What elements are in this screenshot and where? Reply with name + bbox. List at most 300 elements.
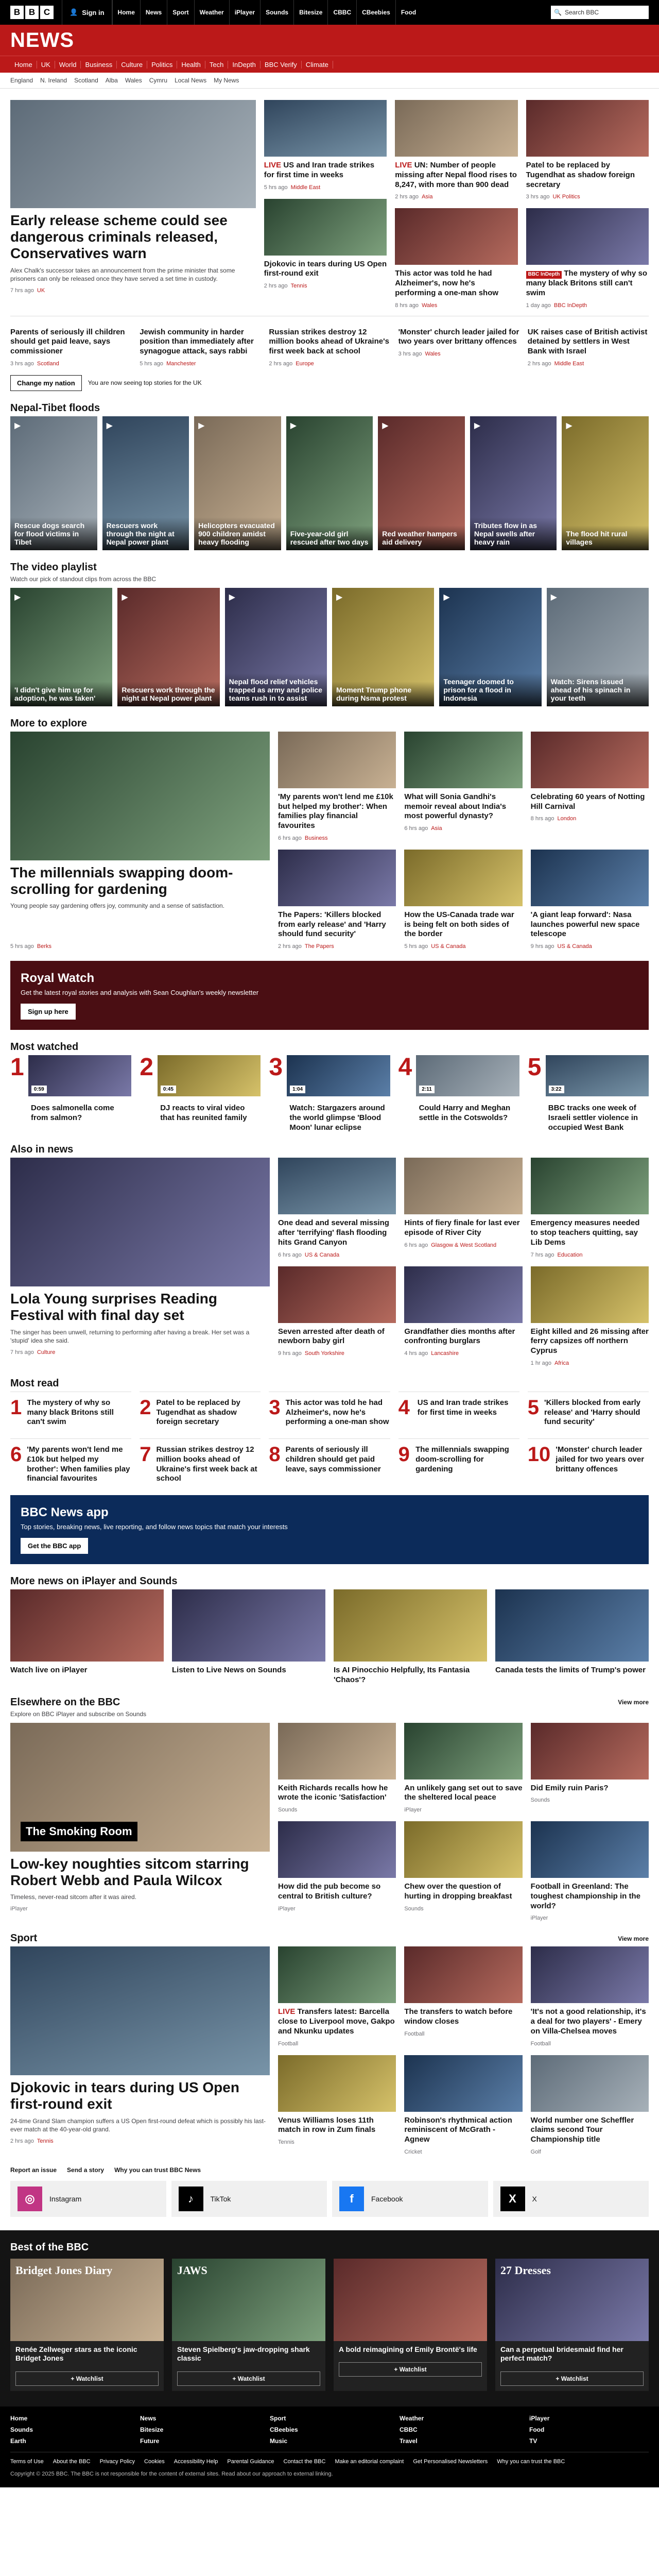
story-headline: US and Iran trade strikes for first time in weeks <box>417 1398 509 1417</box>
story-card[interactable] <box>404 732 522 841</box>
story-image <box>278 1158 396 1214</box>
global-nav-links <box>112 0 551 25</box>
section-nav-item[interactable]: Climate <box>302 61 333 69</box>
rank-number: 3 <box>269 1396 281 1419</box>
best-of-card[interactable] <box>334 2259 487 2391</box>
most-read-item[interactable] <box>140 1392 261 1427</box>
footer-link[interactable]: iPlayer <box>529 2414 550 2422</box>
story-headline: BBC tracks one week of Israeli settler violence in occupied West Bank <box>548 1104 638 1132</box>
video-card[interactable] <box>470 416 557 550</box>
rank-number: 7 <box>140 1443 151 1466</box>
global-nav <box>0 0 659 25</box>
story-card[interactable] <box>278 1266 396 1366</box>
social-link-instagram[interactable]: ◎ Instagram <box>10 2181 166 2217</box>
story-meta: 6 hrs ago Glasgow & West Scotland <box>404 1242 497 1248</box>
story-headline: One dead and several missing after 'terrifying' flash flooding hits Grand Canyon <box>278 1218 389 1247</box>
story-headline: Listen to Live News on Sounds <box>172 1666 286 1674</box>
sub-nav-item[interactable]: Cymru <box>149 77 168 84</box>
story-headline: UN: Number of people missing after Nepal flood rises to 8,247, with more than 900 dead <box>395 161 517 189</box>
rank-number: 3 <box>269 1054 283 1081</box>
story-headline: Steven Spielberg's jaw-dropping shark classic <box>177 2345 310 2363</box>
logo-letter: B <box>10 6 24 19</box>
video-caption: Rescuers work through the night at Nepal power plant <box>117 682 219 706</box>
footer-link[interactable]: Food <box>529 2426 545 2433</box>
legal-link[interactable]: Get Personalised Newsletters <box>413 2458 488 2465</box>
video-thumbnail <box>287 1055 390 1096</box>
video-duration: 0:45 <box>161 1086 176 1093</box>
footer-link[interactable]: CBeebies <box>270 2426 298 2433</box>
video-card[interactable] <box>10 416 97 550</box>
story-card[interactable] <box>404 850 522 950</box>
programme-image <box>334 1589 487 1662</box>
story-headline: Keith Richards recalls how he wrote the iconic 'Satisfaction' <box>278 1783 388 1802</box>
section-nav-item[interactable]: Home <box>10 61 37 69</box>
legal-link[interactable]: Terms of Use <box>10 2458 44 2465</box>
video-duration: 2:11 <box>419 1086 434 1093</box>
story-headline: Transfers latest: Barcella close to Liverpool move, Gakpo and Nkunku updates <box>278 2007 395 2036</box>
iplayer-card[interactable] <box>495 1589 649 1685</box>
programme-title-art: 27 Dresses <box>500 2263 551 2277</box>
most-watched <box>10 1030 649 1132</box>
story-tag: Glasgow & West Scotland <box>431 1242 497 1248</box>
story-card[interactable] <box>526 100 649 200</box>
programme-title-art: Bridget Jones Diary <box>15 2263 113 2277</box>
story-image <box>395 208 517 265</box>
sport-section <box>10 1921 649 2155</box>
story-card[interactable] <box>278 1158 396 1258</box>
story-meta: 2 hrs ago Europe <box>269 360 314 367</box>
story-headline: Djokovic in tears during US Open first-round exit <box>264 259 387 278</box>
legal-link[interactable]: Privacy Policy <box>99 2458 135 2465</box>
section-nav-item[interactable]: Politics <box>147 61 177 69</box>
rank-number: 1 <box>10 1054 24 1081</box>
story-meta: iPlayer <box>278 1905 296 1912</box>
story-image <box>531 1723 649 1780</box>
story-meta: 2 hrs ago Asia <box>395 194 433 200</box>
story-card[interactable] <box>395 100 517 200</box>
story-tag: US & Canada <box>431 943 466 950</box>
story-image <box>278 850 396 906</box>
play-icon: ▶ <box>290 421 297 430</box>
programme-image <box>172 1589 325 1662</box>
story-image <box>395 100 517 157</box>
footer-link[interactable]: Earth <box>10 2437 26 2445</box>
story-card[interactable] <box>278 1723 396 1814</box>
story-card[interactable] <box>531 850 649 950</box>
best-of-card[interactable] <box>495 2259 649 2391</box>
section-heading: Elsewhere on the BBC <box>10 1696 120 1708</box>
sub-nav-item[interactable]: N. Ireland <box>40 77 67 84</box>
show-title-card: The Smoking Room <box>21 1822 137 1841</box>
global-nav-item[interactable]: Bitesize <box>293 0 327 25</box>
footer-link[interactable]: Home <box>10 2414 28 2422</box>
sub-nav-item[interactable]: Alba <box>105 77 118 84</box>
video-card[interactable] <box>286 416 373 550</box>
iplayer-card[interactable] <box>10 1589 164 1685</box>
programme-image <box>334 2259 487 2341</box>
global-nav-item[interactable]: Sport <box>167 0 194 25</box>
story-tag: Manchester <box>166 360 196 367</box>
most-read-item[interactable] <box>398 1438 519 1484</box>
story-headline: 'My parents won't lend me £10k but helped my brother': When families play financial favourites <box>27 1445 130 1483</box>
most-read-item[interactable] <box>528 1392 649 1427</box>
story-card[interactable] <box>531 2055 649 2155</box>
story-headline: A bold reimagining of Emily Brontë's life <box>339 2345 477 2353</box>
social-link-facebook[interactable]: f Facebook <box>332 2181 488 2217</box>
iplayer-card[interactable] <box>334 1589 487 1685</box>
global-nav-item[interactable]: CBBC <box>327 0 356 25</box>
live-badge: LIVE <box>395 161 412 170</box>
section-heading: The video playlist <box>10 561 97 573</box>
video-card[interactable] <box>117 588 219 706</box>
story-card[interactable] <box>10 324 131 367</box>
newsletter-signup-button[interactable]: Sign up here <box>21 1004 76 1020</box>
most-watched-item[interactable] <box>10 1055 131 1132</box>
story-headline: Watch live on iPlayer <box>10 1666 88 1674</box>
iplayer-sounds <box>10 1564 649 1685</box>
story-meta: Football <box>278 2040 299 2047</box>
legal-link[interactable]: Parental Guidance <box>227 2458 274 2465</box>
story-headline: Is AI Pinocchio Helpfully, Its Fantasia 'Chaos'? <box>334 1666 470 1684</box>
story-meta: iPlayer <box>404 1807 422 1813</box>
story-headline: 'It's not a good relationship, it's a deal for two players' - Emery on Villa-Chelsea moves <box>530 2007 646 2036</box>
story-headline: The transfers to watch before window closes <box>404 2007 513 2026</box>
bbc-logo[interactable] <box>10 6 54 19</box>
story-tag: Asia <box>431 825 442 832</box>
story-card[interactable] <box>278 732 396 841</box>
video-thumbnail <box>546 1055 649 1096</box>
user-icon: 👤 <box>70 8 78 16</box>
story-meta: 1 hr ago Africa <box>530 1360 569 1366</box>
play-icon: ▶ <box>443 592 450 602</box>
video-thumbnail <box>10 416 97 550</box>
play-icon: ▶ <box>106 421 113 430</box>
story-card[interactable] <box>404 1821 522 1921</box>
story-meta: 2 hrs ago The Papers <box>278 943 334 950</box>
global-nav-item[interactable]: CBeebies <box>356 0 395 25</box>
legal-link[interactable]: Make an editorial complaint <box>335 2458 404 2465</box>
section-heading: Best of the BBC <box>10 2241 89 2253</box>
video-caption: Tributes flow in as Nepal swells after heavy rain <box>470 517 557 550</box>
global-nav-item[interactable]: Weather <box>194 0 229 25</box>
story-image <box>531 1158 649 1214</box>
story-meta: Football <box>530 2040 551 2047</box>
sub-nav-item[interactable]: My News <box>214 77 239 84</box>
section-nav-item[interactable]: Culture <box>117 61 147 69</box>
report-link[interactable]: Send a story <box>67 2166 105 2174</box>
section-nav-item[interactable]: World <box>55 61 81 69</box>
story-headline: Patel to be replaced by Tugendhat as shadow foreign secretary <box>156 1398 240 1427</box>
most-read-item[interactable] <box>398 1392 519 1427</box>
story-card[interactable] <box>528 324 649 367</box>
programme-image <box>172 2259 325 2341</box>
story-headline: Renée Zellweger stars as the iconic Bridget Jones <box>15 2345 137 2363</box>
legal-link[interactable]: About the BBC <box>53 2458 91 2465</box>
story-image <box>404 732 522 788</box>
most-read-item[interactable] <box>10 1438 131 1484</box>
story-meta: 3 hrs ago Scotland <box>10 360 59 367</box>
most-watched-item[interactable] <box>269 1055 390 1132</box>
play-icon: ▶ <box>229 592 235 602</box>
story-headline: The Papers: 'Killers blocked from early release' and 'Harry should fund security' <box>278 910 386 939</box>
story-card[interactable] <box>531 1821 649 1921</box>
video-card[interactable] <box>10 588 112 706</box>
most-watched-item[interactable] <box>528 1055 649 1132</box>
play-icon: ▶ <box>198 421 205 430</box>
story-card[interactable] <box>404 1946 522 2046</box>
legal-link[interactable]: Why you can trust the BBC <box>497 2458 565 2465</box>
story-meta: Football <box>404 2030 425 2037</box>
watchlist-button[interactable]: + Watchlist <box>177 2371 320 2386</box>
get-app-button[interactable]: Get the BBC app <box>21 1538 88 1554</box>
global-nav-item[interactable]: Home <box>112 0 140 25</box>
live-badge: LIVE <box>278 2007 296 2016</box>
sub-nav-item[interactable]: Scotland <box>74 77 98 84</box>
story-tag: Africa <box>554 1360 569 1366</box>
story-headline: US and Iran trade strikes for first time in weeks <box>264 161 375 179</box>
story-card[interactable] <box>278 850 396 950</box>
also-lead[interactable]: Lola Young surprises Reading Festival with final day set The singer has been unwell, returning to performing after having a break. Her set was a 'stupid' idea she said. 7 hrs ago Culture <box>10 1158 270 1366</box>
story-card[interactable] <box>278 2055 396 2155</box>
logo-letter: B <box>25 6 39 19</box>
story-headline: The mystery of why so many black Britons still can't swim <box>526 269 647 297</box>
story-headline: This actor was told he had Alzheimer's, now he's performing a one-man show <box>395 269 499 297</box>
royal-watch-promo: Royal Watch Get the latest royal stories and analysis with Sean Coughlan's weekly newsletter Sign up here <box>10 961 649 1030</box>
story-card[interactable] <box>395 208 517 308</box>
most-read-item[interactable] <box>10 1392 131 1427</box>
section-nav-item[interactable]: Business <box>81 61 117 69</box>
story-headline: Could Harry and Meghan settle in the Cotswolds? <box>419 1104 511 1122</box>
video-card[interactable] <box>194 416 281 550</box>
search-box[interactable]: 🔍 Search BBC <box>551 6 649 19</box>
report-links <box>10 2155 649 2217</box>
global-nav-item[interactable]: Food <box>395 0 421 25</box>
story-tag: Middle East <box>554 360 584 367</box>
elsewhere-lead[interactable]: The Smoking Room Low-key noughties sitcom starring Robert Webb and Paula Wilcox Timeless, never-read sitcom after it was aired. iPlayer <box>10 1723 270 1922</box>
section-nav <box>0 56 659 73</box>
story-card[interactable] <box>398 324 519 367</box>
story-tag: BBC InDepth <box>553 302 587 309</box>
video-thumbnail <box>439 588 541 706</box>
footer-link[interactable]: Future <box>140 2437 160 2445</box>
story-tag: Lancashire <box>431 1350 459 1357</box>
story-card[interactable] <box>531 1723 649 1814</box>
story-card[interactable] <box>531 1158 649 1258</box>
report-link[interactable]: Report an issue <box>10 2166 57 2174</box>
footer-link[interactable]: Weather <box>400 2414 424 2422</box>
story-image <box>404 850 522 906</box>
social-link-x[interactable]: X X <box>493 2181 649 2217</box>
video-card[interactable] <box>547 588 649 706</box>
story-headline: UK raises case of British activist detained by settlers in West Bank with Israel <box>527 327 648 355</box>
video-caption: The flood hit rural villages <box>562 526 649 550</box>
footer-link[interactable]: Travel <box>400 2437 418 2445</box>
story-tag: Asia <box>422 194 433 200</box>
footer-link[interactable]: CBBC <box>400 2426 418 2433</box>
story-headline: How did the pub become so central to British culture? <box>278 1882 381 1901</box>
watchlist-button[interactable]: + Watchlist <box>339 2362 482 2377</box>
story-meta: 3 hrs ago UK Politics <box>526 194 580 200</box>
story-card[interactable] <box>264 199 387 290</box>
story-headline: Russian strikes destroy 12 million books ahead of Ukraine's first week back at school <box>269 327 390 355</box>
section-nav-item[interactable]: Health <box>177 61 205 69</box>
video-card[interactable] <box>562 416 649 550</box>
best-of-card[interactable] <box>10 2259 164 2391</box>
story-card[interactable] <box>269 324 390 367</box>
play-icon: ▶ <box>566 421 573 430</box>
programme-image <box>10 1589 164 1662</box>
rank-number: 5 <box>527 1054 542 1081</box>
most-watched-item[interactable] <box>398 1055 519 1132</box>
story-headline: 'A giant leap forward': Nasa launches powerful new space telescope <box>530 910 640 939</box>
story-meta: Tennis <box>278 2139 294 2145</box>
footer-link[interactable]: Sport <box>270 2414 286 2422</box>
video-card[interactable] <box>102 416 189 550</box>
story-headline: Does salmonella come from salmon? <box>31 1104 114 1122</box>
explore-lead[interactable]: The millennials swapping doom-scrolling for gardening Young people say gardening offers joy, community and a sense of satisfaction. 5 hrs ago Berks <box>10 732 270 950</box>
story-card[interactable] <box>140 324 261 367</box>
most-read-item[interactable] <box>528 1438 649 1484</box>
social-link-tiktok[interactable]: ♪ TikTok <box>171 2181 327 2217</box>
video-thumbnail <box>416 1055 519 1096</box>
footer-link[interactable]: News <box>140 2414 157 2422</box>
sign-in-button[interactable]: 👤 Sign in <box>62 0 112 25</box>
legal-link[interactable]: Contact the BBC <box>283 2458 326 2465</box>
section-nav-item[interactable]: BBC Verify <box>261 61 302 69</box>
story-image <box>278 1821 396 1878</box>
story-card[interactable] <box>404 1158 522 1258</box>
global-nav-item[interactable]: iPlayer <box>229 0 260 25</box>
video-thumbnail <box>158 1055 261 1096</box>
sub-nav-item[interactable]: Wales <box>125 77 142 84</box>
footer-link[interactable]: TV <box>529 2437 537 2445</box>
sub-nav <box>0 73 659 89</box>
story-headline: Parents of seriously ill children should get paid leave, says commissioner <box>285 1445 381 1473</box>
sub-nav-item[interactable]: Local News <box>175 77 207 84</box>
video-caption: Five-year-old girl rescued after two days <box>286 526 373 550</box>
story-tag: London <box>557 816 577 822</box>
story-card[interactable] <box>531 1266 649 1366</box>
video-card[interactable] <box>225 588 327 706</box>
most-watched-item[interactable] <box>140 1055 261 1132</box>
watchlist-button[interactable]: + Watchlist <box>15 2371 159 2386</box>
rank-number: 4 <box>398 1054 412 1081</box>
story-card[interactable] <box>404 1266 522 1366</box>
story-card[interactable] <box>526 208 649 308</box>
story-headline: Russian strikes destroy 12 million books ahead of Ukraine's first week back at school <box>156 1445 257 1483</box>
story-meta: 2 hrs ago Tennis <box>264 283 307 289</box>
story-meta: 5 hrs ago Manchester <box>140 360 196 367</box>
most-read-item[interactable] <box>269 1438 390 1484</box>
view-more-link[interactable]: View more <box>618 1935 649 1942</box>
story-card[interactable] <box>264 100 387 191</box>
best-of-card[interactable] <box>172 2259 325 2391</box>
story-image <box>278 1946 396 2003</box>
story-headline: Watch: Stargazers around the world glimpse 'Blood Moon' lunar eclipse <box>289 1104 385 1132</box>
story-tag: UK Politics <box>552 194 580 200</box>
video-caption: Nepal flood relief vehicles trapped as army and police teams rush in to assist <box>225 673 327 706</box>
story-headline: How the US-Canada trade war is being felt on both sides of the border <box>404 910 514 939</box>
story-card[interactable] <box>278 1821 396 1921</box>
story-meta: 6 hrs ago US & Canada <box>278 1251 340 1258</box>
story-card[interactable] <box>278 1946 396 2046</box>
section-heading: More to explore <box>10 717 87 729</box>
story-card[interactable] <box>404 1723 522 1814</box>
view-more-link[interactable]: View more <box>618 1699 649 1706</box>
story-card[interactable] <box>531 1946 649 2046</box>
legal-link[interactable]: Accessibility Help <box>174 2458 218 2465</box>
story-headline: What will Sonia Gandhi's memoir reveal about India's most powerful dynasty? <box>404 792 507 821</box>
video-card[interactable] <box>439 588 541 706</box>
story-headline: Canada tests the limits of Trump's power <box>495 1666 646 1674</box>
programme-image <box>495 1589 649 1662</box>
rank-number: 2 <box>140 1054 153 1081</box>
section-nav-item[interactable]: InDepth <box>228 61 261 69</box>
change-nation-button[interactable]: Change my nation <box>10 375 82 391</box>
sport-lead[interactable]: Djokovic in tears during US Open first-round exit 24-time Grand Slam champion suffers a US Open first-round defeat which is possibly his last-ever match at the 40-year-old grand. 2 hrs ago Tennis <box>10 1946 270 2155</box>
video-duration: 3:22 <box>549 1086 564 1093</box>
video-thumbnail <box>378 416 465 550</box>
section-nav-item[interactable]: Tech <box>205 61 228 69</box>
story-card[interactable] <box>531 732 649 841</box>
programme-title-art: JAWS <box>177 2263 207 2277</box>
footer-link[interactable]: Music <box>270 2437 288 2445</box>
footer: Home News Sport Weather iPlayer Sounds Bitesize CBeebies CBBC Food Earth Future Music Travel TV Terms of Use About the BBC Privacy Policy Cookies Accessibility Help Parental Guidance Contact the BBC Make an editorial complaint Get Personalised Newsletters Why you can trust the BBC Copyright © 2025 BBC. The BBC is not responsible for the content of external sites. Read about our approach to external linking. <box>0 2406 659 2487</box>
story-card[interactable] <box>404 2055 522 2155</box>
watchlist-button[interactable]: + Watchlist <box>500 2371 644 2386</box>
story-meta: 8 hrs ago Wales <box>395 302 438 309</box>
rank-number: 10 <box>527 1443 551 1466</box>
story-tag: Wales <box>425 351 441 357</box>
global-nav-item[interactable]: Sounds <box>260 0 293 25</box>
top-stories <box>10 89 649 391</box>
most-read-item[interactable] <box>269 1392 390 1427</box>
story-headline: Hints of fiery finale for last ever episode of River City <box>404 1218 520 1237</box>
video-card[interactable] <box>378 416 465 550</box>
news-wordmark[interactable]: NEWS <box>10 28 74 52</box>
video-card[interactable] <box>332 588 434 706</box>
footer-link[interactable]: Sounds <box>10 2426 33 2433</box>
iplayer-card[interactable] <box>172 1589 325 1685</box>
facebook-icon: f <box>339 2187 364 2211</box>
story-image <box>526 100 649 157</box>
video-caption: Teenager doomed to prison for a flood in Indonesia <box>439 673 541 706</box>
story-headline: Seven arrested after death of newborn baby girl <box>278 1327 385 1346</box>
footer-link[interactable]: Bitesize <box>140 2426 164 2433</box>
most-read-item[interactable] <box>140 1438 261 1484</box>
global-nav-item[interactable]: News <box>140 0 167 25</box>
legal-link[interactable]: Cookies <box>144 2458 165 2465</box>
story-meta: 9 hrs ago South Yorkshire <box>278 1350 344 1357</box>
video-thumbnail <box>10 588 112 706</box>
video-caption: Moment Trump phone during Nsma protest <box>332 682 434 706</box>
story-tag: Education <box>557 1251 583 1258</box>
video-thumbnail <box>470 416 557 550</box>
story-meta: 9 hrs ago US & Canada <box>530 943 592 950</box>
story-meta: 6 hrs ago Business <box>278 835 328 841</box>
section-heading: Nepal-Tibet floods <box>10 402 100 414</box>
story-image <box>531 1821 649 1878</box>
lead-story[interactable]: Early release scheme could see dangerous criminals released, Conservatives warn Alex Chalk's successor takes an announcement from the prime minister that some prisoners can only be released once they have served a set time in custody. 7 hrs ago UK <box>10 100 256 309</box>
sub-nav-item[interactable]: England <box>10 77 33 84</box>
play-icon: ▶ <box>122 592 128 602</box>
rank-number: 6 <box>10 1443 22 1466</box>
story-image <box>278 1723 396 1780</box>
story-headline: The millennials swapping doom-scrolling for gardening <box>415 1445 509 1473</box>
section-nav-item[interactable]: UK <box>37 61 55 69</box>
report-link[interactable]: Why you can trust BBC News <box>114 2166 201 2174</box>
play-icon: ▶ <box>474 421 481 430</box>
